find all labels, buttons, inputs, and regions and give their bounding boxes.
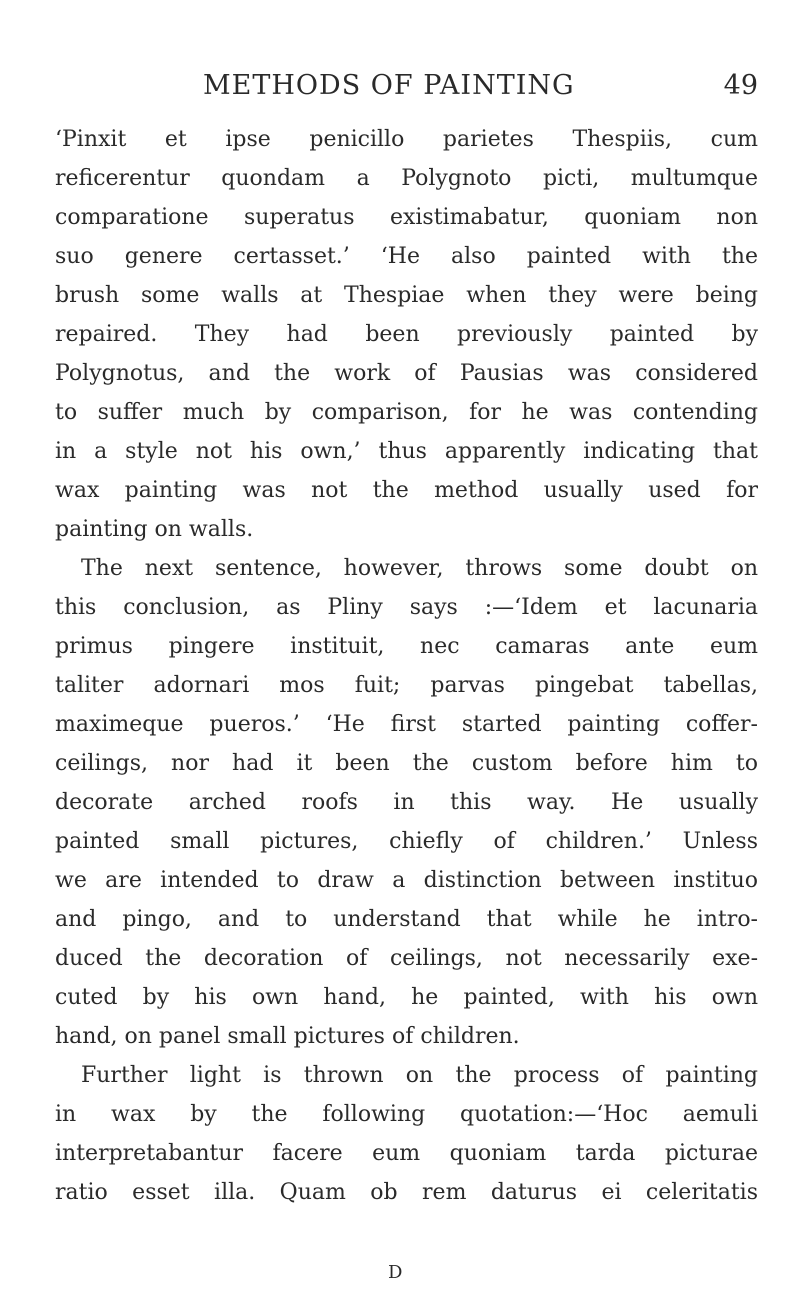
text-line: in wax by the following quotation:—‘Hoc aemuli [55, 1102, 758, 1127]
text-line: ceilings, nor had it been the custom before him to [55, 751, 758, 776]
text-line: taliter adornari mos fuit; parvas pingebat tabellas, [55, 673, 758, 698]
text-line: cuted by his own hand, he painted, with his own [55, 985, 758, 1010]
text-line: The next sentence, however, throws some doubt on [81, 556, 758, 581]
text-line: wax painting was not the method usually used for [55, 478, 758, 503]
text-line: and pingo, and to understand that while he intro- [55, 907, 758, 932]
text-line: maximeque pueros.’ ‘He first started painting coffer- [55, 712, 758, 737]
signature-mark: D [388, 1262, 403, 1283]
text-line: decorate arched roofs in this way. He usually [55, 790, 758, 815]
text-line: comparatione superatus existimabatur, quoniam non [55, 205, 758, 230]
text-line: hand, on panel small pictures of children. [55, 1024, 520, 1049]
text-line: we are intended to draw a distinction between instituo [55, 868, 758, 893]
text-line: suo genere certasset.’ ‘He also painted with the [55, 244, 758, 269]
text-line: brush some walls at Thespiae when they were being [55, 283, 758, 308]
body-text [55, 120, 758, 1212]
text-line: duced the decoration of ceilings, not necessarily exe- [55, 946, 758, 971]
text-line: ‘Pinxit et ipse penicillo parietes Thespiis, cum [55, 127, 758, 152]
text-line: repaired. They had been previously painted by [55, 322, 758, 347]
text-line: Further light is thrown on the process of painting [81, 1063, 758, 1088]
running-header [55, 70, 758, 120]
text-line: Polygnotus, and the work of Pausias was considered [55, 361, 758, 386]
text-line: interpretabantur facere eum quoniam tarda picturae [55, 1141, 758, 1166]
page-number: 49 [723, 70, 758, 101]
text-line: reficerentur quondam a Polygnoto picti, multumque [55, 166, 758, 191]
text-line: primus pingere instituit, nec camaras ante eum [55, 634, 758, 659]
text-line: in a style not his own,’ thus apparently indicating that [55, 439, 758, 464]
text-line: this conclusion, as Pliny says :—‘Idem et lacunaria [55, 595, 758, 620]
text-line: painted small pictures, chiefly of children.’ Unless [55, 829, 758, 854]
text-line: ratio esset illa. Quam ob rem daturus ei celeritatis [55, 1180, 758, 1205]
text-line: to suffer much by comparison, for he was contending [55, 400, 758, 425]
running-title: METHODS OF PAINTING [203, 70, 575, 101]
text-line: painting on walls. [55, 517, 254, 542]
